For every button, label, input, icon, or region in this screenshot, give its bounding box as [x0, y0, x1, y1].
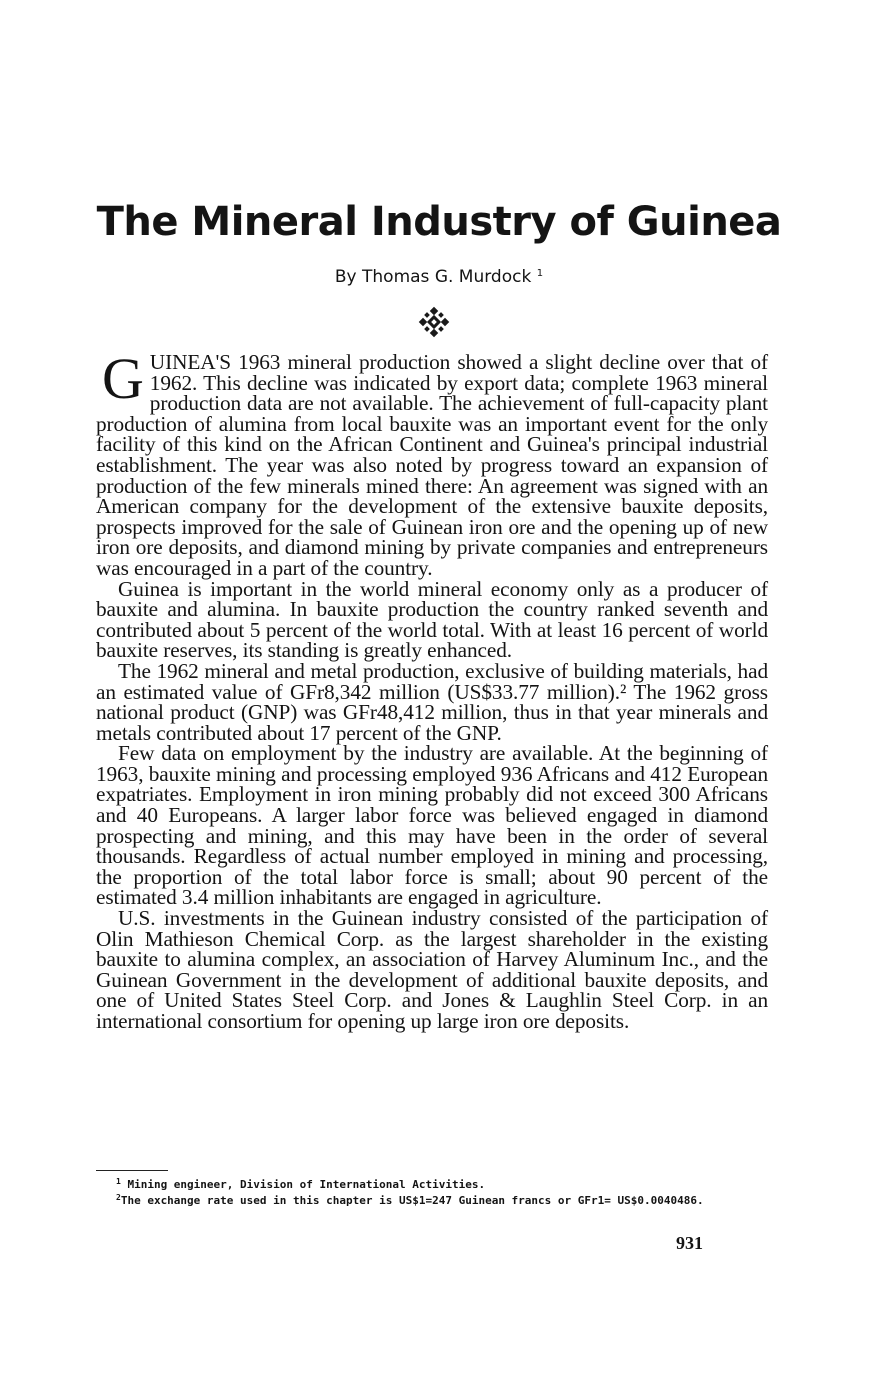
footnote-text: Mining engineer, Division of International Activities. — [127, 1178, 486, 1191]
footnote-text: The exchange rate used in this chapter is US$1=247 Guinean francs or GFr1= US$0.0040486. — [120, 1193, 704, 1207]
author-byline — [0, 262, 878, 289]
page-number: 931 — [676, 1233, 703, 1253]
footnote-mark: 1 — [116, 1177, 121, 1186]
footnote-mark: 2 — [116, 1192, 121, 1202]
paragraph-5: U.S. investments in the Guinean industry consisted of the participation of Olin Mathieson Chemical Corp. as the largest shareholder in the existing bauxite to alumina complex, an association of Harvey Aluminum Inc., and the Guinean Government in the development of additional bauxite deposits, and one of United States Steel Corp. and Jones & Laughlin Steel Corp. in an international consortium for opening up large iron ore deposits. — [96, 906, 768, 1033]
paragraph-text: UINEA'S 1963 mineral production showed a slight decline over that of 1962. This decline was indicated by export data; complete 1963 mineral production data are not available. The achievement of full-capacity plant production of alumina from local bauxite was an important event for the only facility of this kind on the African Continent and Guinea's principal industrial establishment. The year was also noted by progress toward an expansion of production of the few minerals mined there: An agreement was signed with an American company for the development of the extensive bauxite deposits, prospects improved for the sale of Guinean iron ore and the opening up of new iron ore deposits, and diamond mining by private companies and entrepreneurs was encouraged in a part of the country. — [96, 350, 768, 580]
article-title: The Mineral Industry of Guinea — [96, 199, 782, 245]
footnotes — [96, 1176, 768, 1207]
footnote-1 — [96, 1176, 768, 1192]
footnote-divider — [96, 1170, 168, 1171]
paragraph-3: The 1962 mineral and metal production, exclusive of building materials, had an estimated value of GFr8,342 million (US$33.77 million).² The 1962 gross national product (GNP) was GFr48,412 million, thus in that year minerals and metals contributed about 17 percent of the GNP. — [96, 658, 768, 745]
article-body — [96, 346, 768, 1033]
paragraph-1 — [96, 346, 768, 580]
ornament-icon — [418, 306, 450, 338]
paragraph-2: Guinea is important in the world mineral economy only as a producer of bauxite and alumina. In bauxite production the country ranked seventh and contributed about 5 percent of the world total. With at least 16 percent of world bauxite reserves, its standing is greatly enhanced. — [96, 576, 768, 663]
author-footnote-mark: 1 — [536, 268, 544, 279]
footnote-2 — [96, 1192, 768, 1208]
drop-cap: G — [102, 346, 144, 411]
author-name: By Thomas G. Murdock — [334, 267, 532, 287]
paragraph-4: Few data on employment by the industry are available. At the beginning of 1963, bauxite mining and processing employed 936 Africans and 412 European expatriates. Employment in iron mining probably did not exceed 300 Africans and 40 Europeans. A larger labor force was believed engaged in diamond prospecting and mining, and this may have been in the order of several thousands. Regardless of actual number employed in mining and processing, the proportion of the total labor force is small; about 90 percent of the estimated 3.4 million inhabitants are engaged in agriculture. — [96, 741, 768, 910]
